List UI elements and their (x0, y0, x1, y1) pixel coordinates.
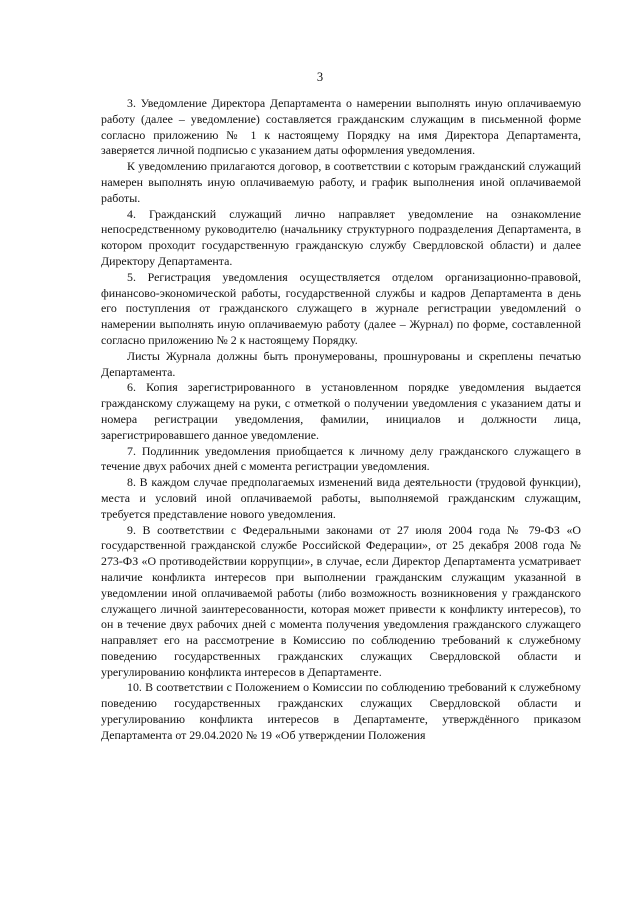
paragraph-attachments: К уведомлению прилагаются договор, в соответствии с которым гражданский служащий намерен выполнять иную оплачиваемую работу, и график выполнения иной оплачиваемой работы. (101, 159, 581, 205)
paragraph-item-5: 5. Регистрация уведомления осуществляется отделом организационно-правовой, финансово-экономической работы, государственной службы и кадров Департамента в день его поступления от гражданского служащего в журнале регистрации уведомлений о намерении выполнять иную оплачиваемую работу (далее – Журнал) по форме, составленной согласно приложению № 2 к настоящему Порядку. (101, 269, 581, 347)
page-number: 3 (316, 70, 324, 84)
paragraph-item-8: 8. В каждом случае предполагаемых изменений вида деятельности (трудовой функции), места и условий иной оплачиваемой работы, выполняемой гражданским служащим, требуется представление нового уведомления. (101, 475, 581, 521)
paragraph-item-7: 7. Подлинник уведомления приобщается к личному делу гражданского служащего в течение двух рабочих дней с момента регистрации уведомления. (101, 443, 581, 474)
paragraph-item-9: 9. В соответствии с Федеральными законами от 27 июля 2004 года № 79-ФЗ «О государственной гражданской службе Российской Федерации», от 25 декабря 2008 года № 273-ФЗ «О противодействии коррупции», в случае, если Директор Департамента усматривает наличие конфликта интересов при выполнении гражданским служащим указанной в уведомлении иной оплачиваемой работы (либо возможность возникновения у гражданского служащего личной заинтересованности, которая может привести к конфликту интересов), то он в течение двух рабочих дней с момента получения уведомления гражданского служащего направляет его на рассмотрение в Комиссию по соблюдению требований к служебному поведению государственных гражданских служащих Свердловской области и урегулированию конфликта интересов в Департаменте. (101, 522, 581, 679)
paragraph-item-3: 3. Уведомление Директора Департамента о намерении выполнять иную оплачиваемую работу (далее – уведомление) составляется гражданским служащим в письменной форме согласно приложению № 1 к настоящему Порядку на имя Директора Департамента, заверяется личной подписью с указанием даты оформления уведомления. (101, 96, 581, 158)
paragraph-item-6: 6. Копия зарегистрированного в установленном порядке уведомления выдается гражданскому служащему на руки, с отметкой о получении уведомления с указанием даты и номера регистрации уведомления, фамилии, инициалов и должности лица, зарегистрировавшего данное уведомление. (101, 380, 581, 442)
paragraph-item-4: 4. Гражданский служащий лично направляет уведомление на ознакомление непосредственному руководителю (начальнику структурного подразделения Департамента, в котором проходит государственную гражданскую службу Свердловской области) и далее Директору Департамента. (101, 206, 581, 268)
paragraph-item-10: 10. В соответствии с Положением о Комиссии по соблюдению требований к служебному поведению государственных гражданских служащих Свердловской области и урегулированию конфликта интересов в Департаменте, утверждённого приказом Департамента от 29.04.2020 № 19 «Об утверждении Положения (101, 680, 581, 742)
paragraph-journal-sheets: Листы Журнала должны быть пронумерованы, прошнурованы и скреплены печатью Департамента. (101, 348, 581, 379)
document-body (101, 96, 581, 744)
